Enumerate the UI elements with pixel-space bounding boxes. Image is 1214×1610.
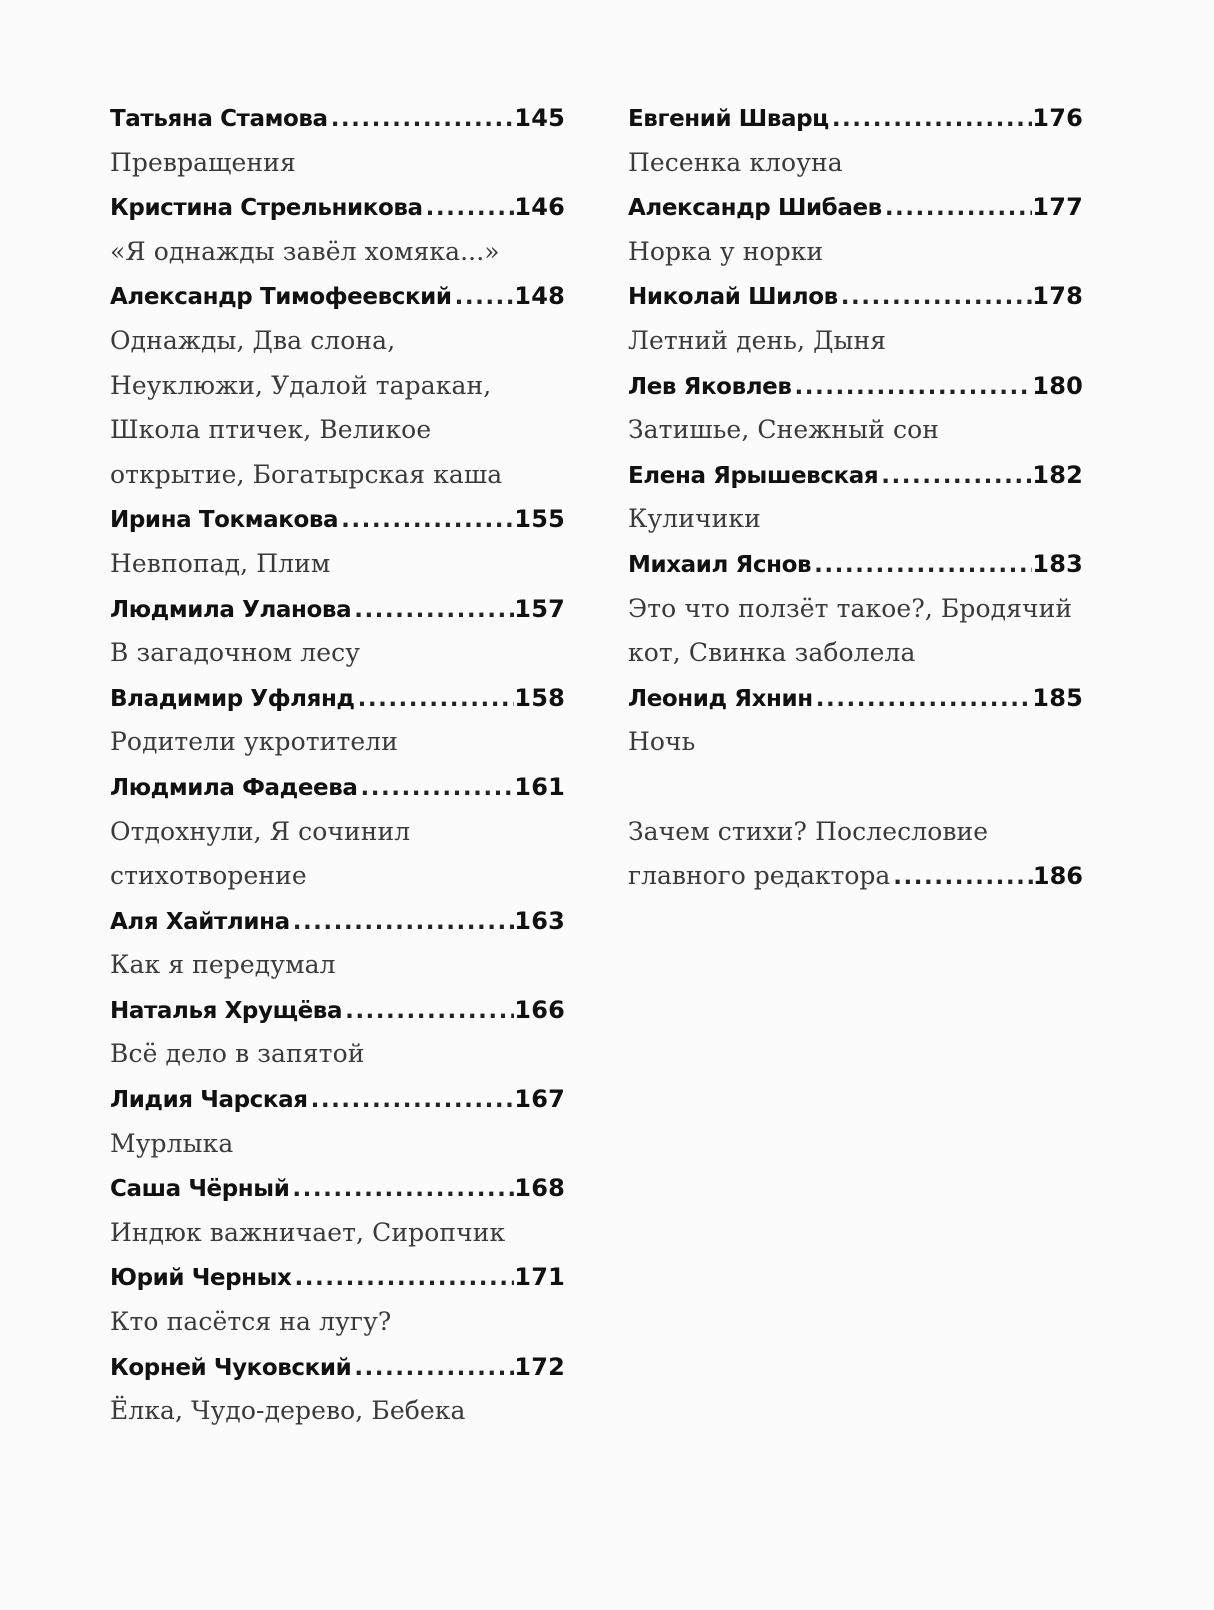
leader-dots [351, 588, 514, 632]
afterword-title-line1: Зачем стихи? Послесловие [628, 816, 989, 846]
leader-dots [308, 1078, 515, 1122]
toc-entry [110, 274, 565, 497]
toc-entry [110, 96, 565, 185]
author-line [110, 899, 565, 944]
author-line [628, 542, 1083, 587]
leader-dots [878, 454, 1032, 498]
page-number: 178 [1032, 282, 1083, 311]
works-line: «Я однажды завёл хомяка...» [110, 236, 500, 266]
works-line: Невпопад, Плим [110, 548, 331, 578]
toc-entry [110, 899, 565, 988]
author-line [110, 587, 565, 632]
author-name: Николай Шилов [628, 284, 838, 311]
toc-entry [628, 676, 1083, 765]
author-name: Людмила Фадеева [110, 774, 358, 801]
works-line: стихотворение [110, 861, 307, 891]
works-line: открытие, Богатырская каша [110, 459, 503, 489]
author-name: Корней Чуковский [110, 1354, 352, 1381]
author-line [628, 96, 1083, 141]
author-line [110, 1166, 565, 1211]
page-number: 182 [1032, 460, 1083, 489]
page-number: 148 [514, 282, 565, 311]
works-line: Затишье, Снежный сон [628, 415, 939, 445]
page-number: 158 [514, 683, 565, 712]
leader-dots [452, 275, 515, 319]
leader-dots [291, 1256, 514, 1300]
author-name: Михаил Яснов [628, 551, 812, 578]
afterword-title-line2: главного редактора [628, 861, 891, 891]
toc-entry [110, 1255, 565, 1344]
leader-dots [829, 97, 1032, 141]
leader-dots [838, 275, 1033, 319]
works-line: Отдохнули, Я сочинил [110, 816, 411, 846]
leader-dots [358, 766, 515, 810]
toc-entry [110, 1345, 565, 1434]
author-name: Лидия Чарская [110, 1087, 308, 1114]
author-line [110, 274, 565, 319]
toc-entry [110, 185, 565, 274]
author-line [628, 185, 1083, 230]
author-line [110, 1345, 565, 1390]
toc-entry [110, 988, 565, 1077]
author-name: Наталья Хрущёва [110, 997, 343, 1024]
author-line [110, 765, 565, 810]
works-line: Ночь [628, 727, 696, 757]
works-line: Летний день, Дыня [628, 325, 887, 355]
page-number: 146 [514, 193, 565, 222]
leader-dots [338, 498, 514, 542]
leader-dots [423, 186, 515, 230]
leader-dots [328, 97, 515, 141]
works-line: Кто пасётся на лугу? [110, 1307, 392, 1337]
author-line [628, 453, 1083, 498]
author-name: Аля Хайтлина [110, 908, 290, 935]
page-number: 161 [514, 772, 565, 801]
works-line: Превращения [110, 147, 296, 177]
works-line: Неуклюжи, Удалой таракан, [110, 370, 492, 400]
page-number: 155 [514, 505, 565, 534]
toc-entry [628, 96, 1083, 185]
page-number: 180 [1032, 371, 1083, 400]
toc-entry [110, 497, 565, 586]
toc-entry [628, 185, 1083, 274]
toc-entry [110, 1166, 565, 1255]
author-line [110, 1255, 565, 1300]
author-name: Владимир Уфлянд [110, 685, 355, 712]
author-name: Ирина Токмакова [110, 507, 339, 534]
author-line [110, 96, 565, 141]
leader-dots [792, 365, 1033, 409]
works-line: Это что ползёт такое?, Бродячий [628, 593, 1073, 623]
author-line [110, 676, 565, 721]
afterword-entry [628, 854, 1083, 899]
author-line [110, 185, 565, 230]
page-number: 183 [1032, 549, 1083, 578]
page-number: 145 [514, 104, 565, 132]
toc-entry [628, 364, 1083, 453]
leader-dots [890, 855, 1033, 899]
page-number: 163 [514, 906, 565, 935]
author-name: Юрий Черных [110, 1265, 292, 1292]
toc-entry [628, 453, 1083, 542]
author-name: Лев Яковлев [628, 373, 792, 400]
author-name: Леонид Яхнин [628, 685, 813, 712]
works-line: кот, Свинка заболела [628, 638, 916, 668]
works-line: В загадочном лесу [110, 638, 361, 668]
page-number: 166 [514, 995, 565, 1024]
works-line: Норка у норки [628, 236, 824, 266]
leader-dots [342, 989, 514, 1033]
toc-entry [110, 587, 565, 676]
leader-dots [811, 543, 1032, 587]
toc-entry [628, 274, 1083, 363]
author-line [628, 676, 1083, 721]
author-name: Елена Ярышевская [628, 462, 879, 489]
author-line [110, 497, 565, 542]
leader-dots [351, 1346, 514, 1390]
page-number: 171 [514, 1263, 565, 1292]
works-line: Индюк важничает, Сиропчик [110, 1217, 506, 1247]
toc-left-column [110, 96, 565, 1434]
toc-entry [110, 1077, 565, 1166]
works-line: Как я передумал [110, 950, 336, 980]
author-name: Кристина Стрельникова [110, 195, 423, 222]
works-line: Ёлка, Чудо-дерево, Бебека [110, 1396, 466, 1426]
leader-dots [355, 677, 515, 721]
toc-entry [628, 542, 1083, 676]
toc-right-column [628, 96, 1083, 899]
works-line: Школа птичек, Великое [110, 415, 432, 445]
works-line: Всё дело в запятой [110, 1039, 365, 1069]
page-number: 177 [1032, 193, 1083, 222]
author-name: Александр Шибаев [628, 195, 882, 222]
works-line: Куличики [628, 504, 761, 534]
author-name: Саша Чёрный [110, 1176, 290, 1203]
leader-dots [882, 186, 1032, 230]
works-line: Родители укротители [110, 727, 398, 757]
page-number: 167 [514, 1085, 565, 1114]
page-number: 172 [514, 1352, 565, 1381]
toc-entry [110, 765, 565, 899]
page-number: 168 [514, 1174, 565, 1203]
leader-dots [289, 1167, 514, 1211]
afterword-spacer [628, 765, 1083, 810]
afterword-page-number: 186 [1032, 862, 1083, 891]
toc-right-entries [628, 96, 1083, 765]
page-number: 185 [1032, 683, 1083, 712]
page-number: 176 [1032, 104, 1083, 132]
works-line: Мурлыка [110, 1128, 234, 1158]
works-line: Однажды, Два слона, [110, 325, 396, 355]
toc-entry [110, 676, 565, 765]
leader-dots [813, 677, 1033, 721]
author-name: Александр Тимофеевский [110, 284, 452, 311]
author-line [110, 988, 565, 1033]
page-number: 157 [514, 594, 565, 623]
author-line [628, 364, 1083, 409]
works-line: Песенка клоуна [628, 147, 843, 177]
author-line [628, 274, 1083, 319]
leader-dots [290, 900, 515, 944]
author-name: Людмила Уланова [110, 596, 352, 623]
author-name: Татьяна Стамова [110, 106, 328, 132]
author-line [110, 1077, 565, 1122]
author-name: Евгений Шварц [628, 106, 829, 132]
